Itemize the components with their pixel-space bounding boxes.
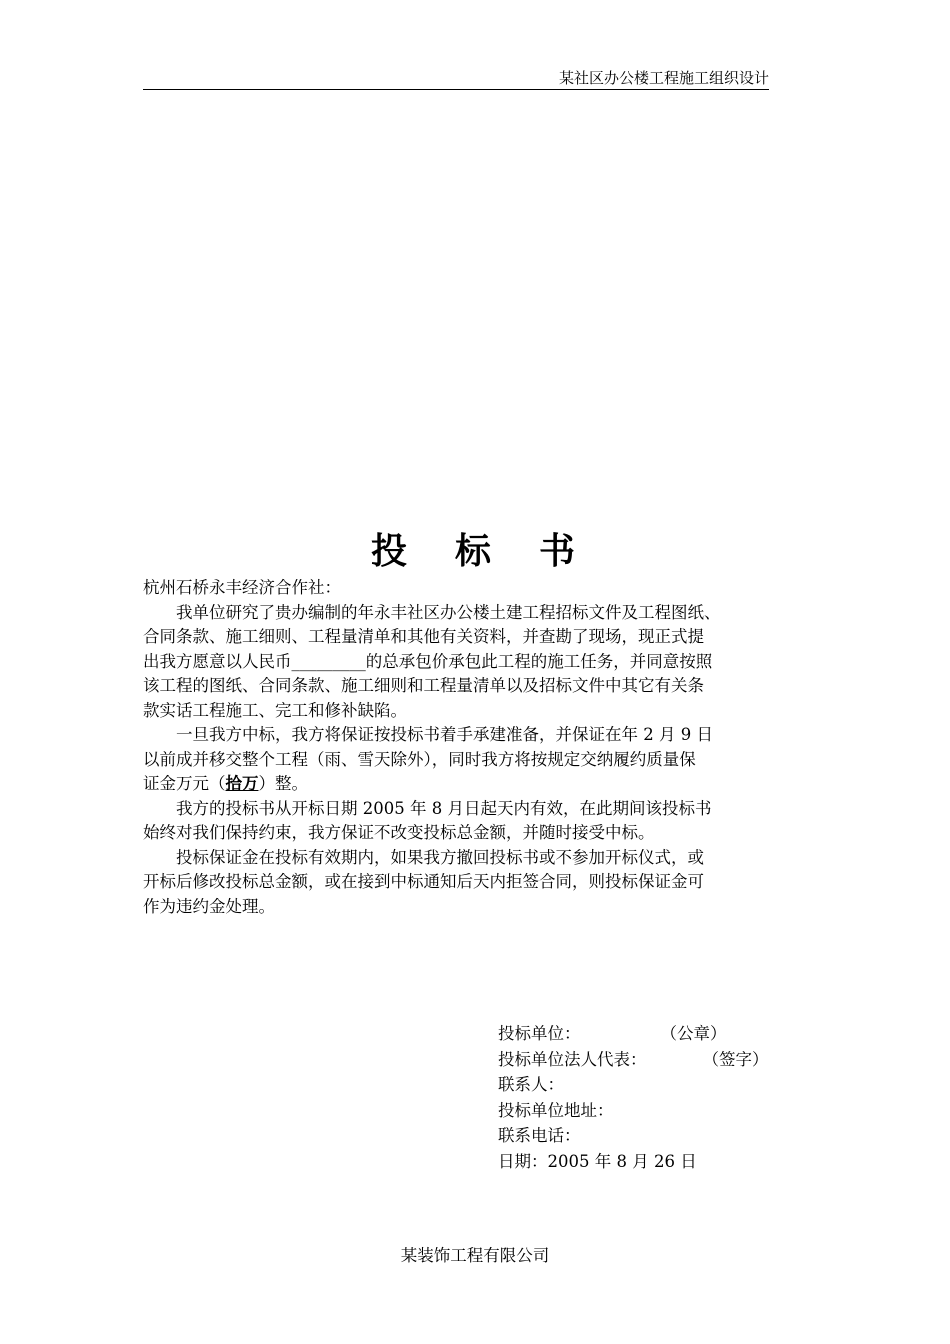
deposit-text-before: 证金万元（	[143, 774, 226, 793]
paragraph-1	[143, 601, 823, 626]
paragraph-line: 该工程的图纸、合同条款、施工细则和工程量清单以及招标文件中其它有关条	[143, 676, 704, 695]
paragraph-4	[143, 846, 823, 871]
deposit-text-after: ）整。	[258, 774, 308, 793]
contact-person-row: 联系人：	[498, 1075, 564, 1094]
paragraph-2	[143, 723, 823, 748]
paragraph-line: 始终对我们保持约束，我方保证不改变投标总金额，并随时接受中标。	[143, 823, 655, 842]
title-char: 书	[539, 530, 580, 572]
paragraph-line: 开标后修改投标总金额，或在接到中标通知后天内拒签合同，则投标保证金可	[143, 872, 704, 891]
date-row: 日期：2005 年 8 月 26 日	[498, 1151, 697, 1171]
paragraph-line: 我方的投标书从开标日期 2005 年 8 月日起天内有效，在此期间该投标书	[176, 798, 712, 818]
paragraph-3-cont	[143, 821, 823, 846]
footer-company: 某装饰工程有限公司	[400, 1246, 550, 1265]
bidder-unit-row	[498, 1021, 878, 1047]
legal-rep-row	[498, 1047, 878, 1073]
salutation: 杭州石桥永丰经济合作社：	[143, 578, 341, 597]
signature-note: （签字）	[702, 1049, 769, 1069]
address-row: 投标单位地址：	[498, 1100, 614, 1120]
official-seal-note: （公章）	[660, 1024, 727, 1043]
title-char: 投	[370, 530, 411, 572]
paragraph-line: 一旦我方中标，我方将保证按投标书着手承建准备，并保证在年 2 月 9 日	[176, 725, 713, 744]
paragraph-line: 以前成并移交整个工程（雨、雪天除外），同时我方将按规定交纳履约质量保	[143, 749, 696, 769]
paragraph-2-cont	[143, 748, 823, 797]
paragraph-line: 合同条款、施工细则、工程量清单和其他有关资料，并查勘了现场，现正式提	[143, 627, 704, 646]
deposit-amount: 拾万	[225, 774, 259, 793]
paragraph-line: 投标保证金在投标有效期内，如果我方撤回投标书或不参加开标仪式，或	[176, 847, 704, 867]
paragraph-line: 出我方愿意以人民币_________的总承包价承包此工程的施工任务，并同意按照	[143, 651, 713, 671]
title-char: 标	[454, 530, 495, 572]
paragraph-4-cont	[143, 870, 823, 919]
bidder-unit-label: 投标单位：	[498, 1024, 581, 1043]
paragraph-line: 我单位研究了贵办编制的年永丰社区办公楼土建工程招标文件及工程图纸、	[176, 602, 721, 622]
signature-block	[498, 1021, 878, 1174]
paragraph-line: 款实话工程施工、完工和修补缺陷。	[143, 700, 407, 720]
paragraph-line: 作为违约金处理。	[143, 896, 275, 916]
paragraph-line	[143, 772, 823, 797]
header-text: 某社区办公楼工程施工组织设计	[558, 69, 769, 87]
paragraph-1-cont	[143, 625, 823, 723]
letter-body	[143, 576, 823, 919]
document-title	[0, 526, 950, 576]
legal-rep-label: 投标单位法人代表：	[498, 1049, 647, 1069]
page-header	[143, 68, 769, 90]
phone-row: 联系电话：	[498, 1126, 581, 1145]
paragraph-3	[143, 797, 823, 822]
